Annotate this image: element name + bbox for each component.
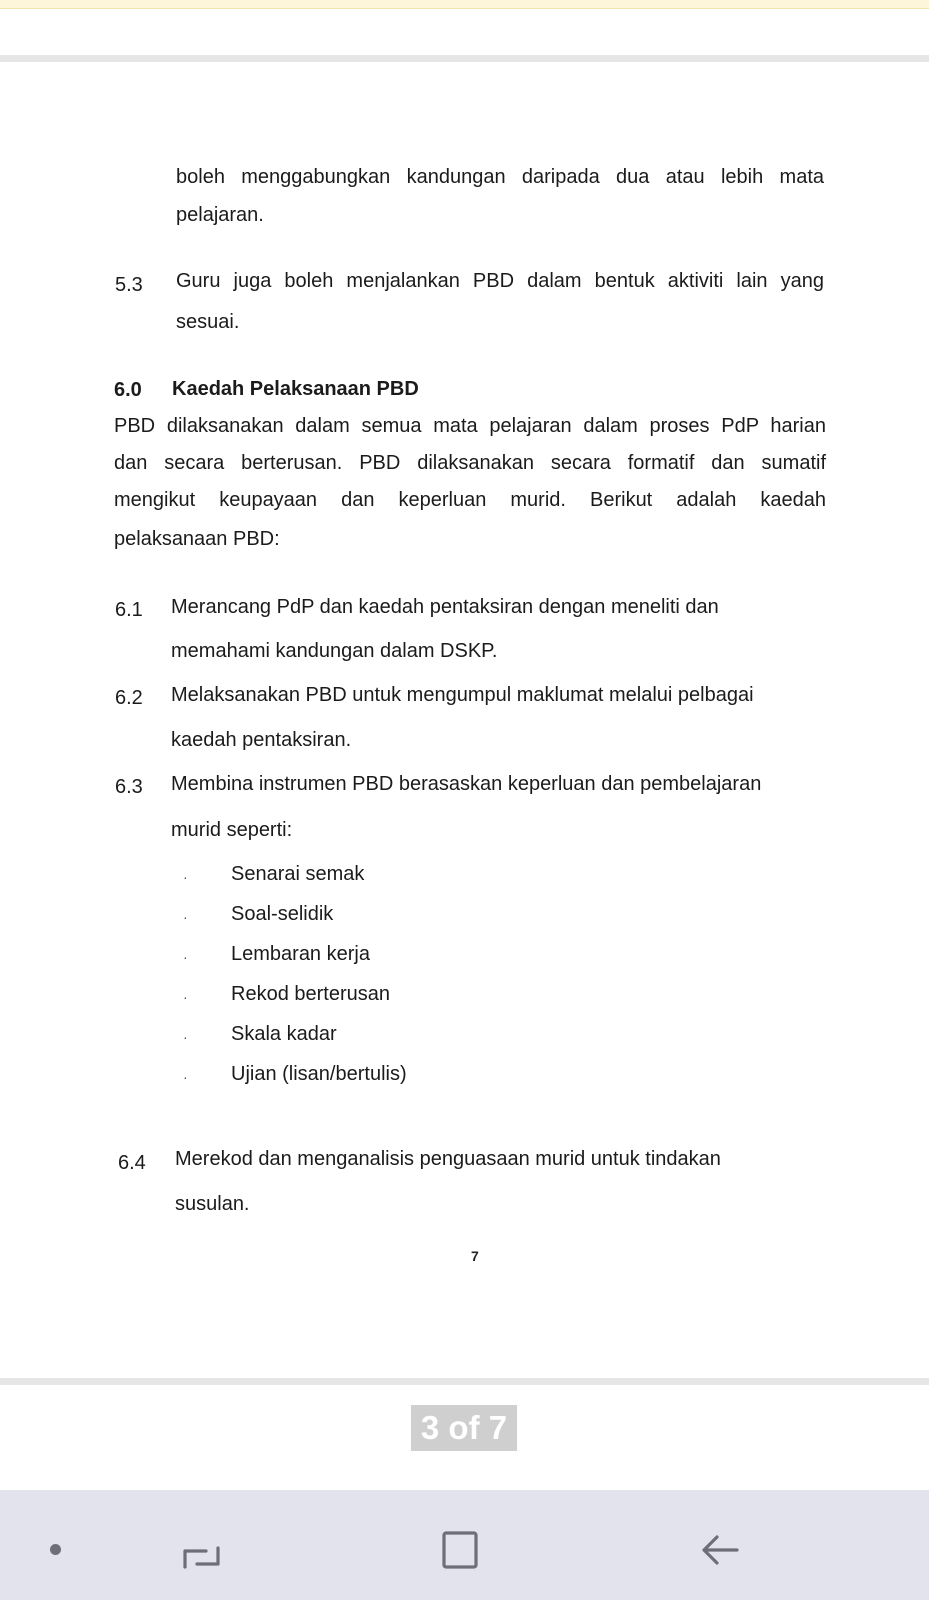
home-button[interactable] [430,1520,490,1580]
list-item: Senarai semak [231,863,365,885]
list-item: Lembaran kerja [231,943,370,965]
bullet-dot: · [183,989,188,1005]
section-6-number: 6.0 [114,379,142,401]
bullet-dot: · [183,1029,188,1045]
back-icon [699,1529,741,1571]
document-page [0,62,929,1378]
list-item: Soal-selidik [231,903,334,925]
previous-page-area [0,9,929,55]
continuation-line-2: pelajaran. [176,204,264,226]
item-6-2-line-1: Melaksanakan PBD untuk mengumpul maklumat melalui pelbagai [171,684,754,706]
item-6-4-number: 6.4 [118,1152,146,1174]
page-indicator: 3 of 7 [411,1405,517,1451]
item-6-3-number: 6.3 [115,776,143,798]
continuation-line-1: boleh menggabungkan kandungan daripada dua atau lebih mata [176,166,824,188]
page-number: 7 [471,1248,479,1264]
item-6-3-line-2: murid seperti: [171,819,293,841]
back-button[interactable] [690,1520,750,1580]
item-6-1-line-2: memahami kandungan dalam DSKP. [171,640,498,662]
section-6-paragraph-line-2: dan secara berterusan. PBD dilaksanakan secara formatif dan sumatif [114,452,826,474]
bullet-dot: · [183,869,188,885]
page-separator-bottom [0,1378,929,1385]
item-5-3-line-1: Guru juga boleh menjalankan PBD dalam bentuk aktiviti lain yang [176,270,824,292]
item-6-1-number: 6.1 [115,599,143,621]
item-6-4-line-2: susulan. [175,1193,250,1215]
home-icon [439,1529,481,1571]
item-6-2-number: 6.2 [115,687,143,709]
list-item: Skala kadar [231,1023,337,1045]
item-6-3-line-1: Membina instrumen PBD berasaskan keperluan dan pembelajaran [171,773,762,795]
item-5-3-line-2: sesuai. [176,311,240,333]
navigation-bar [0,1490,929,1600]
section-6-title: Kaedah Pelaksanaan PBD [172,378,419,400]
list-item: Ujian (lisan/bertulis) [231,1063,407,1085]
bullet-dot: · [183,1069,188,1085]
section-6-paragraph-line-3: mengikut keupayaan dan keperluan murid. Berikut adalah kaedah [114,489,826,511]
item-6-4-line-1: Merekod dan menganalisis penguasaan murid untuk tindakan [175,1148,721,1170]
item-6-2-line-2: kaedah pentaksiran. [171,729,352,751]
dot-indicator-icon[interactable] [50,1544,61,1555]
list-item: Rekod berterusan [231,983,390,1005]
section-6-paragraph-line-4: pelaksanaan PBD: [114,528,280,550]
recent-apps-icon [180,1529,222,1571]
bullet-dot: · [183,909,188,925]
item-6-1-line-1: Merancang PdP dan kaedah pentaksiran dengan meneliti dan [171,596,719,618]
top-status-strip [0,0,929,9]
recent-apps-button[interactable] [171,1520,231,1580]
item-5-3-number: 5.3 [115,274,143,296]
section-6-paragraph-line-1: PBD dilaksanakan dalam semua mata pelajaran dalam proses PdP harian [114,415,826,437]
page-separator-top [0,55,929,62]
bullet-dot: · [183,949,188,965]
